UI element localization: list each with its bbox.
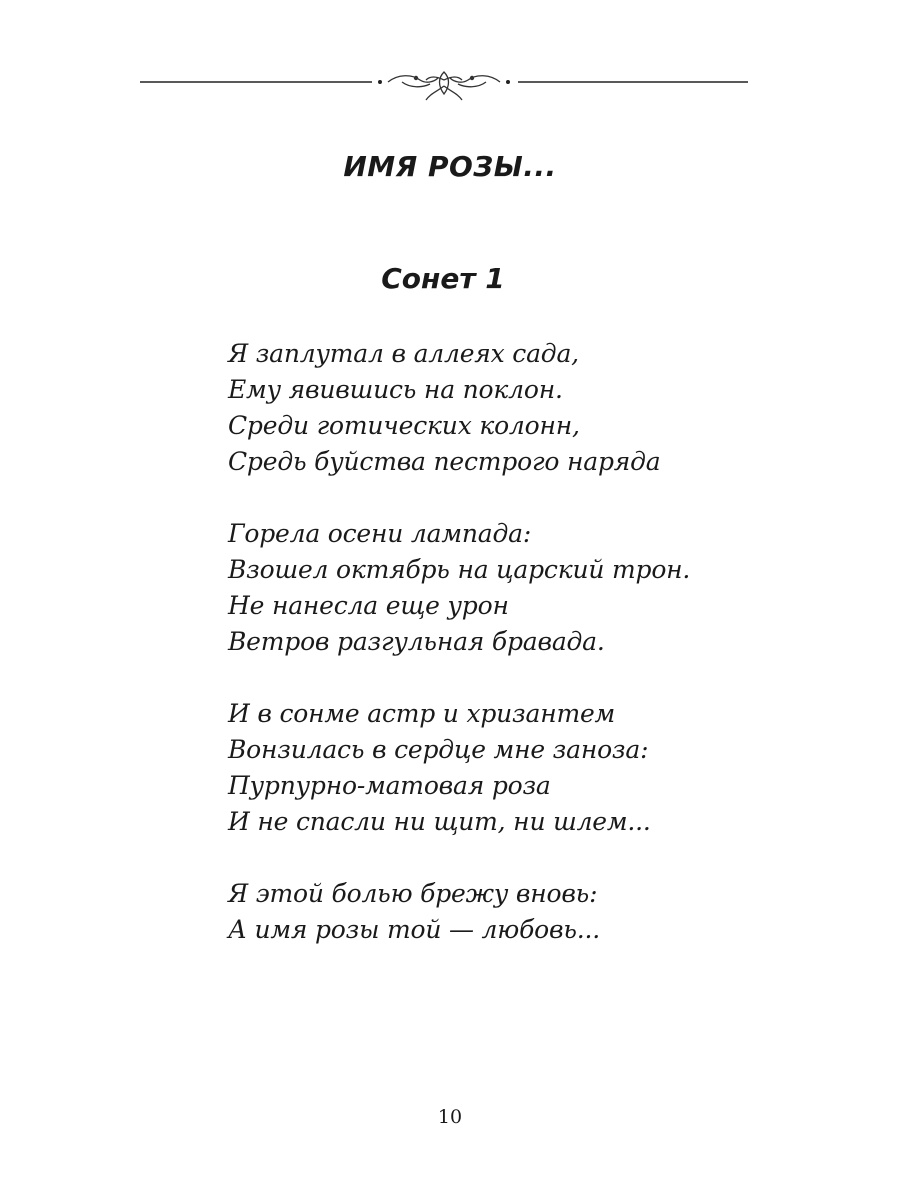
stanza (228, 696, 848, 840)
poem-line: Я этой болью брежу вновь: (228, 879, 598, 908)
poem-line: Горела осени лампада: (228, 519, 532, 548)
poem-line: И в сонме астр и хризантем (228, 699, 616, 728)
header-ornament (140, 64, 748, 104)
poem-line: Пурпурно-матовая роза (228, 771, 551, 800)
page-title: ИМЯ РОЗЫ... (343, 150, 557, 183)
page-number: 10 (437, 1106, 463, 1128)
stanza (228, 336, 848, 480)
sonnet-title: Сонет 1 (381, 262, 505, 295)
poem-line: Взошел октябрь на царский трон. (228, 555, 691, 584)
poem-line: А имя розы той — любовь... (228, 915, 600, 944)
poem-line: Вонзилась в сердце мне заноза: (228, 735, 649, 764)
floral-ornament-icon (140, 64, 748, 104)
poem-line: Ему явившись на поклон. (228, 375, 563, 404)
poem-line: И не спасли ни щит, ни шлем... (228, 807, 651, 836)
stanza (228, 516, 848, 660)
poem-line: Среди готических колонн, (228, 411, 580, 440)
poem-line: Не нанесла еще урон (228, 591, 509, 620)
poem-body (228, 336, 848, 984)
poem-line: Средь буйства пестрого наряда (228, 447, 661, 476)
poem-line: Я заплутал в аллеях сада, (228, 339, 579, 368)
stanza (228, 876, 848, 948)
poem-line: Ветров разгульная бравада. (228, 627, 605, 656)
